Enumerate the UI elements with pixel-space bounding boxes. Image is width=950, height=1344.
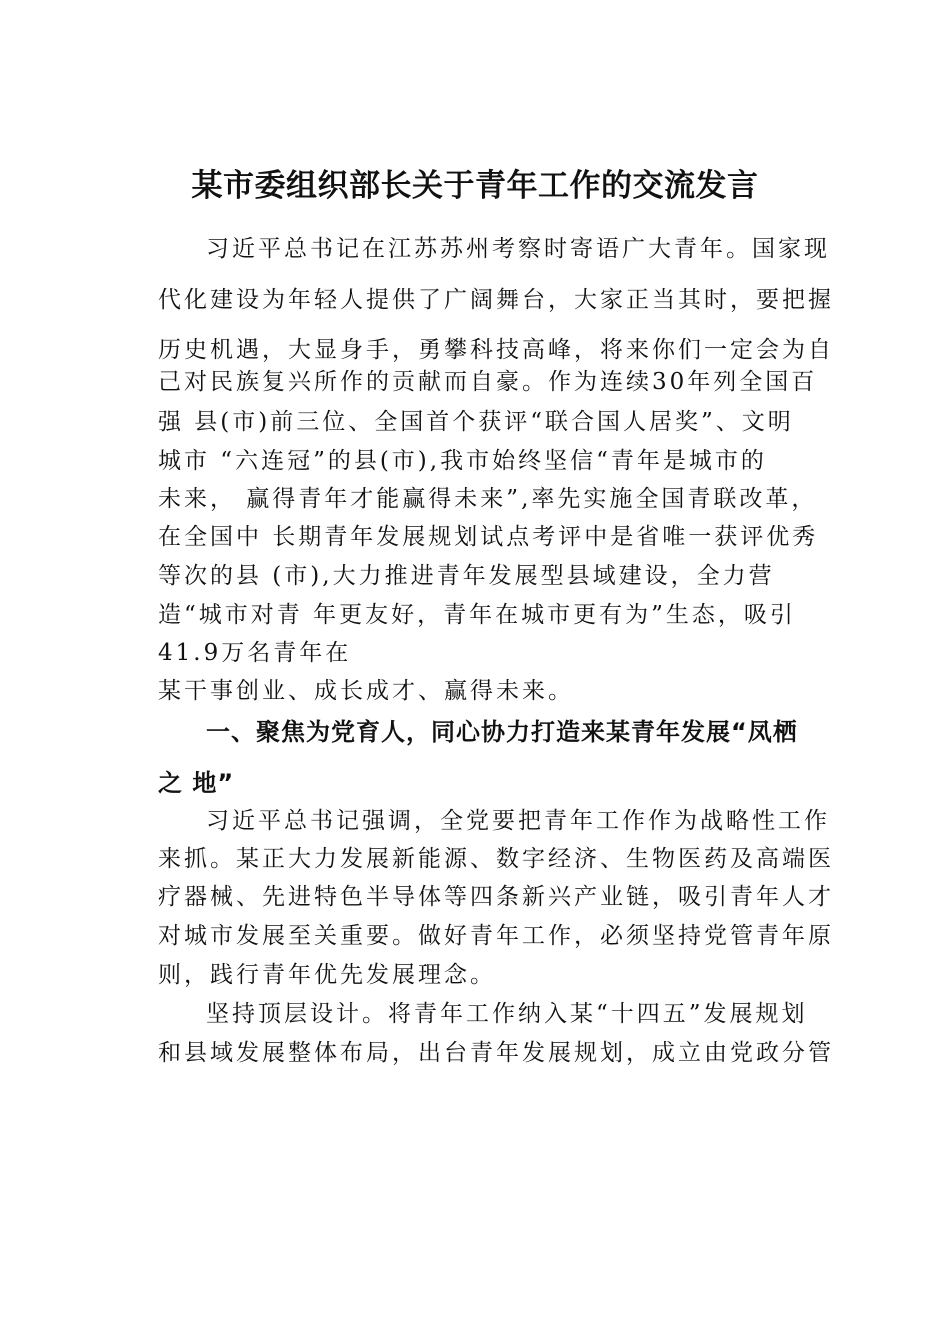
text-line: 代化建设为年轻人提供了广阔舞台，大家正当其时，要把握 <box>158 287 834 313</box>
heading-line: 之 地” <box>158 769 235 797</box>
text-line: 造“城市对青 年更友好，青年在城市更有为”生态，吸引 <box>158 602 796 628</box>
text-line: 强 县(市)前三位、全国首个获评“联合国人居奖”、文明 <box>158 409 794 435</box>
text-line: 对城市发展至关重要。做好青年工作，必须坚持党管青年原 <box>158 923 834 949</box>
text-line: 某干事创业、成长成才、赢得未来。 <box>158 678 574 704</box>
text-line: 则，践行青年优先发展理念。 <box>158 962 496 988</box>
text-line: 坚持顶层设计。将青年工作纳入某“十四五”发展规划 <box>206 1001 808 1027</box>
heading-line: 一、聚焦为党育人，同心协力打造来某青年发展“凤栖 <box>206 718 798 746</box>
text-line: 历史机遇，大显身手，勇攀科技高峰，将来你们一定会为自 <box>158 337 834 363</box>
document-title: 某市委组织部长关于青年工作的交流发言 <box>191 168 759 204</box>
text-line: 41.9万名青年在 <box>158 640 352 666</box>
text-line: 习近平总书记强调，全党要把青年工作作为战略性工作 <box>206 808 830 834</box>
text-line: 等次的县 (市),大力推进青年发展型县域建设，全力营 <box>158 563 775 589</box>
text-line: 和县域发展整体布局，出台青年发展规划，成立由党政分管 <box>158 1040 834 1066</box>
text-line: 在全国中 长期青年发展规划试点考评中是省唯一获评优秀 <box>158 524 819 550</box>
text-line: 己对民族复兴所作的贡献而自豪。作为连续30年列全国百 <box>158 369 818 395</box>
text-line: 未来， 赢得青年才能赢得未来”,率先实施全国青联改革， <box>158 486 818 512</box>
text-line: 习近平总书记在江苏苏州考察时寄语广大青年。国家现 <box>206 236 830 262</box>
text-line: 城市 “六连冠”的县(市),我市始终坚信“青年是城市的 <box>158 448 767 474</box>
text-line: 疗器械、先进特色半导体等四条新兴产业链，吸引青年人才 <box>158 884 834 910</box>
text-line: 来抓。某正大力发展新能源、数字经济、生物医药及高端医 <box>158 846 834 872</box>
